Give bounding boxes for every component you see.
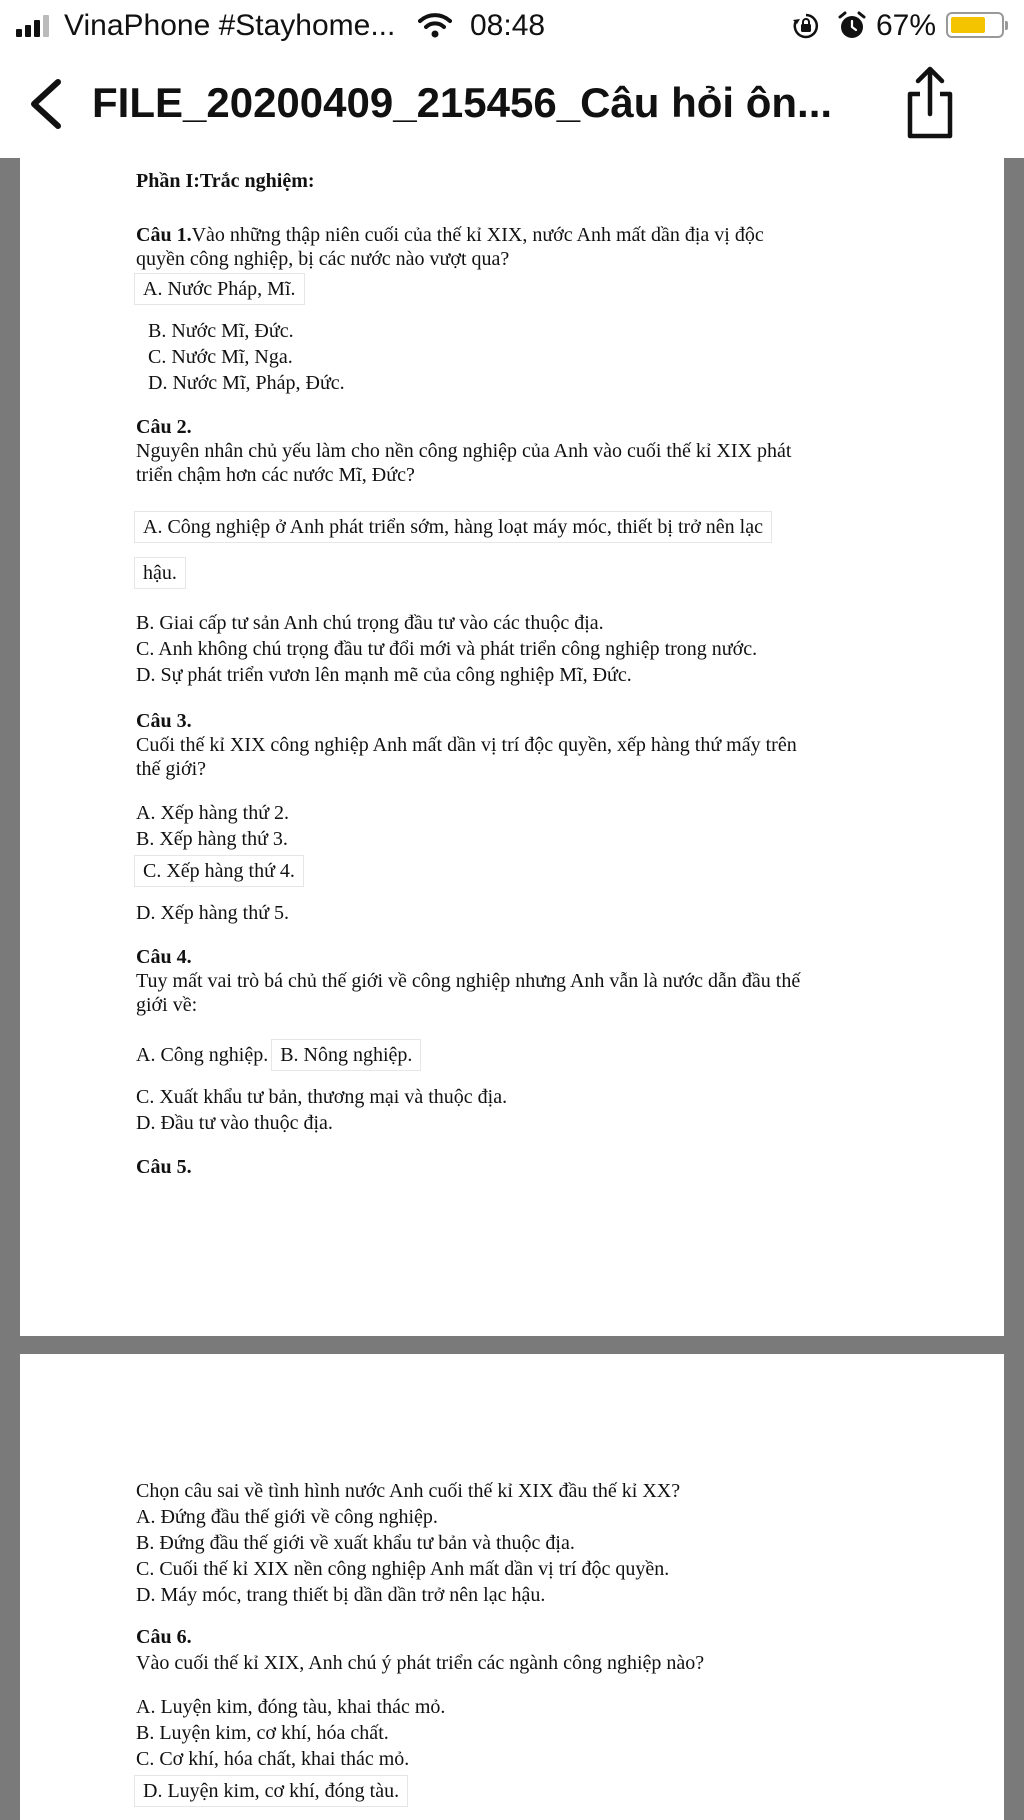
question-1 <box>136 222 764 248</box>
battery-icon <box>946 12 1004 38</box>
share-icon[interactable] <box>898 64 962 144</box>
carrier-name: VinaPhone #Stayhome... <box>64 9 396 42</box>
answer-option: B. Xếp hàng thứ 3. <box>136 828 288 850</box>
nav-bar <box>0 52 1024 158</box>
question-label: Câu 1. <box>136 224 192 246</box>
status-time: 08:48 <box>470 9 546 42</box>
answer-option: C. Cơ khí, hóa chất, khai thác mỏ. <box>136 1748 410 1770</box>
document-page <box>20 1354 1004 1820</box>
question-text: giới về: <box>136 994 198 1016</box>
question-text: thế giới? <box>136 758 206 780</box>
signal-icon <box>16 15 56 37</box>
answer-highlight: A. Công nghiệp ở Anh phát triển sớm, hàng loạt máy móc, thiết bị trở nên lạc <box>134 511 772 543</box>
status-bar <box>0 0 1024 52</box>
answer-option: D. Sự phát triển vươn lên mạnh mẽ của công nghiệp Mĩ, Đức. <box>136 664 632 686</box>
answer-option: A. Đứng đầu thế giới về công nghiệp. <box>136 1506 438 1528</box>
wifi-icon <box>418 12 452 38</box>
answer-option: A. Xếp hàng thứ 2. <box>136 802 290 824</box>
answer-option: A. Luyện kim, đóng tàu, khai thác mỏ. <box>136 1696 446 1718</box>
section-title: Phần I:Trắc nghiệm: <box>136 170 315 192</box>
answer-option: D. Đầu tư vào thuộc địa. <box>136 1112 333 1134</box>
answer-option: B. Luyện kim, cơ khí, hóa chất. <box>136 1722 389 1744</box>
battery-percent: 67% <box>876 9 937 42</box>
answer-highlight: hậu. <box>134 557 186 589</box>
question-label: Câu 5. <box>136 1156 192 1178</box>
answer-option <box>136 560 186 586</box>
answer-highlight: C. Xếp hàng thứ 4. <box>134 855 304 887</box>
answer-option <box>136 1778 408 1804</box>
question-label: Câu 6. <box>136 1626 192 1648</box>
question-label: Câu 3. <box>136 710 192 732</box>
answer-option <box>136 858 304 884</box>
alarm-icon <box>838 11 866 41</box>
question-text: Cuối thế kỉ XIX công nghiệp Anh mất dần vị trí độc quyền, xếp hàng thứ mấy trên <box>136 734 797 756</box>
chevron-left-icon[interactable] <box>26 76 66 132</box>
answer-option: C. Nước Mĩ, Nga. <box>148 346 293 368</box>
question-text: quyền công nghiệp, bị các nước nào vượt qua? <box>136 248 510 270</box>
document-viewer[interactable] <box>0 158 1024 1820</box>
answer-option: C. Xuất khẩu tư bản, thương mại và thuộc địa. <box>136 1086 508 1108</box>
question-label: Câu 4. <box>136 946 192 968</box>
answer-option: B. Đứng đầu thế giới về xuất khẩu tư bản và thuộc địa. <box>136 1532 575 1554</box>
document-title: FILE_20200409_215456_Câu hỏi ôn... <box>92 79 833 126</box>
answer-highlight: B. Nông nghiệp. <box>271 1039 421 1071</box>
answer-highlight: A. Nước Pháp, Mĩ. <box>134 273 305 305</box>
orientation-lock-icon <box>792 12 820 40</box>
answer-option: D. Nước Mĩ, Pháp, Đức. <box>148 372 345 394</box>
question-text: Tuy mất vai trò bá chủ thế giới về công nghiệp nhưng Anh vẫn là nước dẫn đầu thế <box>136 970 801 992</box>
answer-option <box>136 276 305 302</box>
question-text: Nguyên nhân chủ yếu làm cho nền công nghiệp của Anh vào cuối thế kỉ XIX phát <box>136 440 792 462</box>
question-label: Câu 2. <box>136 416 192 438</box>
answer-option <box>136 514 772 540</box>
answer-option: B. Nước Mĩ, Đức. <box>148 320 294 342</box>
question-text: Vào cuối thế kỉ XIX, Anh chú ý phát triển các ngành công nghiệp nào? <box>136 1652 705 1674</box>
answer-option-a: A. Công nghiệp. <box>136 1044 269 1066</box>
answer-option: D. Xếp hàng thứ 5. <box>136 902 290 924</box>
answer-option: B. Giai cấp tư sản Anh chú trọng đầu tư vào các thuộc địa. <box>136 612 604 634</box>
answer-option: D. Máy móc, trang thiết bị dần dần trở nên lạc hậu. <box>136 1584 546 1606</box>
question-text: triển chậm hơn các nước Mĩ, Đức? <box>136 464 415 486</box>
question-text: Chọn câu sai về tình hình nước Anh cuối thế kỉ XIX đầu thế kỉ XX? <box>136 1480 681 1502</box>
answer-highlight: D. Luyện kim, cơ khí, đóng tàu. <box>134 1775 408 1807</box>
answer-option: C. Cuối thế kỉ XIX nền công nghiệp Anh mất dần vị trí độc quyền. <box>136 1558 670 1580</box>
question-text: Vào những thập niên cuối của thế kỉ XIX, nước Anh mất dần địa vị độc <box>191 224 764 246</box>
answer-option <box>136 1042 421 1068</box>
answer-option: C. Anh không chú trọng đầu tư đổi mới và phát triển công nghiệp trong nước. <box>136 638 758 660</box>
document-page <box>20 158 1004 1336</box>
